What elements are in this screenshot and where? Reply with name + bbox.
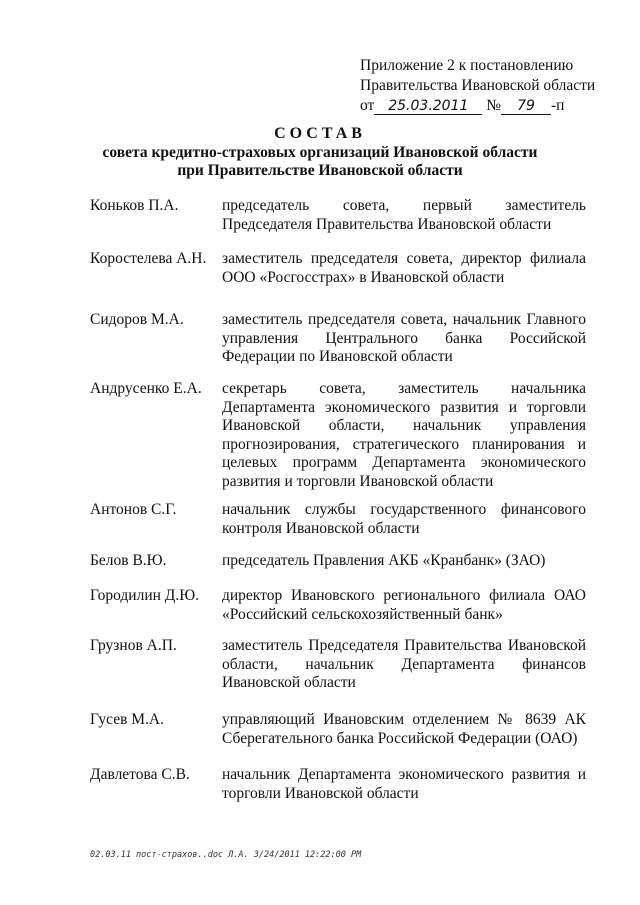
member-name: Давлетова С.В. [90, 766, 190, 783]
member-name: Городилин Д.Ю. [90, 587, 200, 604]
member-name: Грузнов А.П. [90, 637, 177, 654]
member-name: Гусев М.А. [90, 711, 164, 728]
member-name: Коростелева А.Н. [90, 250, 207, 267]
member-role: секретарь совета, заместитель начальника Департамента экономического развития и торговли Ивановской области, начальник управления прогнозирования, стратегического планирования и целевых программ Департамента экономического развития и торговли Ивановской области [222, 380, 586, 490]
member-name: Коньков П.А. [90, 197, 179, 214]
header-line-1: Приложение 2 к постановлению [360, 57, 574, 74]
document-subtitle-1: совета кредитно-страховых организаций Ивановской области [102, 144, 538, 161]
handwritten-number: 79 [501, 98, 551, 115]
document-footer: 02.03.11 пост-страхов..doc Л.А. 3/24/2011 12:22:00 PM [90, 850, 362, 860]
member-name: Антонов С.Г. [90, 501, 177, 518]
date-prefix: от [360, 97, 375, 114]
member-role: заместитель Председателя Правительства Ивановской области, начальник Департамента финансов Ивановской области [222, 637, 586, 691]
member-role: заместитель председателя совета, директор филиала ООО «Росгосстрах» в Ивановской области [222, 250, 586, 286]
member-role: председатель совета, первый заместитель Председателя Правительства Ивановской области [222, 197, 586, 233]
member-role: управляющий Ивановским отделением № 8639 АК Сберегательного банка Российской Федерации (ОАО) [222, 711, 586, 747]
number-suffix: -п [551, 97, 565, 114]
member-name: Белов В.Ю. [90, 552, 167, 569]
document-subtitle-2: при Правительстве Ивановской области [177, 162, 463, 179]
document-title: СОСТАВ [274, 125, 366, 142]
member-role: начальник Департамента экономического развития и торговли Ивановской области [222, 766, 586, 802]
document-header [360, 56, 595, 116]
header-line-2: Правительства Ивановской области [360, 77, 596, 94]
number-prefix: № [486, 97, 501, 114]
member-role: директор Ивановского регионального филиала ОАО «Российский сельскохозяйственный банк» [222, 587, 586, 623]
member-role: начальник службы государственного финансового контроля Ивановской области [222, 501, 586, 537]
member-name: Сидоров М.А. [90, 311, 184, 328]
member-role: заместитель председателя совета, начальник Главного управления Центрального банка Российской Федерации по Ивановской области [222, 311, 586, 365]
member-role: председатель Правления АКБ «Кранбанк» (ЗАО) [222, 552, 546, 569]
handwritten-date: 25.03.2011 [374, 98, 482, 115]
header-line-3 [360, 96, 595, 116]
member-name: Андрусенко Е.А. [90, 380, 202, 397]
